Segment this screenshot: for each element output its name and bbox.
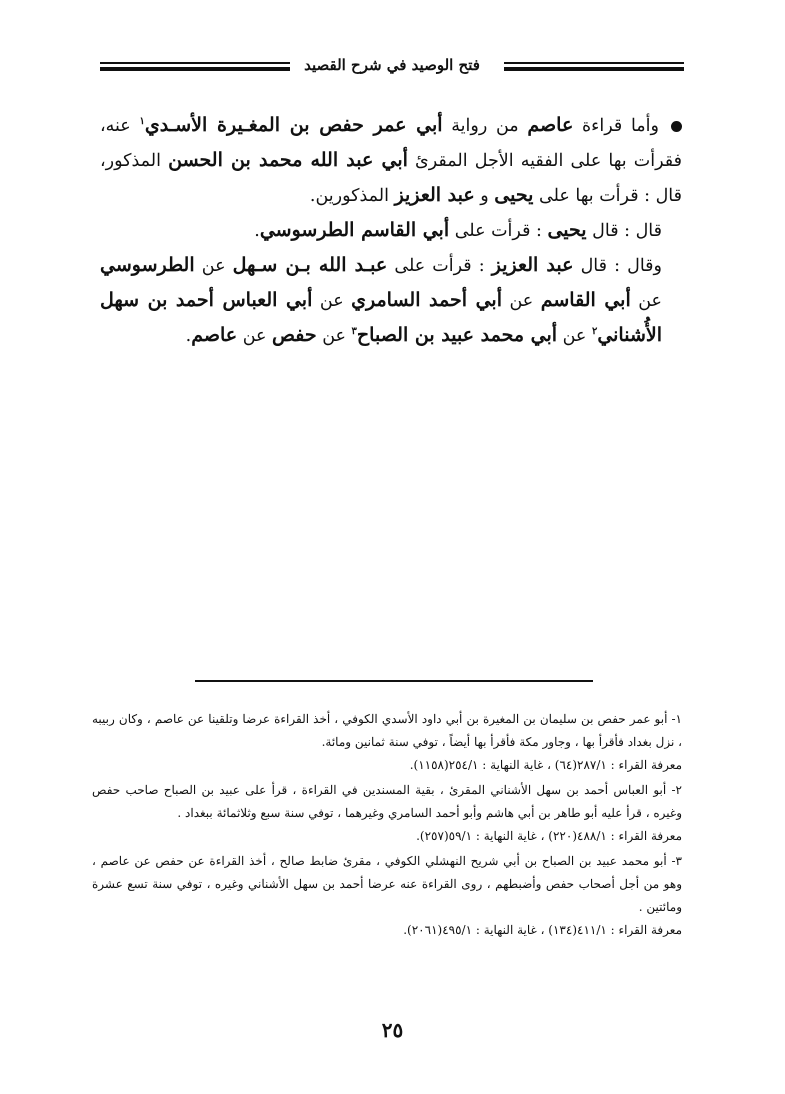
text-fragment: عن <box>630 291 662 311</box>
footnote-text: ٢- أبو العباس أحمد بن سهل الأشناني المقرئ ، بقية المسندين في القراءة ، قرأ على عبيد بن الصباح صاحب حفص وغيره ، قرأ عليه أبو طاهر بن أبي هاشم وأبو أحمد السامري وغيرهما ، توفي سنة سبع وثلاثمائة ببغداد . <box>92 783 682 820</box>
running-header <box>100 52 684 82</box>
text-fragment: عنه، فقرأت بها على الفقيه الأجل المقرئ <box>100 116 683 171</box>
header-rule-left <box>100 62 290 71</box>
name-ubaidullah: عبـد الله بـن سـهل <box>232 254 388 276</box>
text-fragment: . <box>185 326 192 346</box>
header-rule-right <box>504 62 684 71</box>
footnote-reference: معرفة القراء : ٤١١/١(١٣٤) ، غاية النهاية : ٤٩٥/١(٢٠٦١). <box>403 923 682 937</box>
name-abdulaziz: عبد العزيز <box>491 254 574 276</box>
running-title: فتح الوصيد في شرح القصيد <box>294 56 490 74</box>
text-fragment: و <box>474 186 495 206</box>
footnote-reference: معرفة القراء : ٤٨٨/١(٢٢٠) ، غاية النهاية : ٥٩/١(٢٥٧). <box>416 829 682 843</box>
name-hafs: أبي عمر حفص بن المغـيرة الأسـدي <box>144 114 443 136</box>
text-fragment: عن <box>194 256 233 276</box>
name-asim: عاصم <box>191 324 238 346</box>
footnotes <box>92 708 682 944</box>
text-fragment: قال : قال <box>586 221 662 241</box>
footnote-2 <box>92 779 682 848</box>
name-hafs: حفص <box>272 324 317 346</box>
name-abulqasim: أبي القاسم <box>540 289 631 311</box>
footnote-ref-1: ١ <box>139 116 145 128</box>
text-fragment: عن <box>501 291 541 311</box>
text-fragment: وأما قراءة <box>573 116 659 136</box>
text-fragment: . <box>254 221 260 241</box>
footnote-ref-3: ٣ <box>351 326 357 338</box>
paragraph-abdulaziz <box>100 248 682 353</box>
bullet-icon <box>671 121 682 132</box>
text-fragment: : قرأت على <box>387 256 492 276</box>
name-asim: عاصم <box>527 114 574 136</box>
text-fragment: من رواية <box>442 116 528 136</box>
footnote-reference: معرفة القراء : ٢٨٧/١(٦٤) ، غاية النهاية : ٢٥٤/١(١١٥٨). <box>409 758 682 772</box>
name-yahya: يحيى <box>494 184 534 206</box>
name-ushnani: أبي العباس أحمد بن سهل الأُشناني <box>100 289 662 346</box>
text-fragment: المذكور، قال : قرأت بها على <box>100 151 682 206</box>
page-number: ٢٥ <box>381 1018 404 1042</box>
footnote-text: ٣- أبو محمد عبيد بن الصباح بن أبي شريح النهشلي الكوفي ، مقرئ ضابط صالح ، أخذ القراءة عن حفص عن عاصم ، وهو من أجل أصحاب حفص وأضبطهم ، روى القراءة عنه عرضا أحمد بن سهل الأشناني وغيره ، توفي سنة تسع عشرة ومائتين . <box>92 854 682 914</box>
paragraph-hafs-riwaya <box>100 108 682 213</box>
footnote-ref-2: ٢ <box>591 326 598 338</box>
text-fragment: : قرأت على <box>449 221 548 241</box>
name-samiri: أبي أحمد السامري <box>351 289 502 311</box>
footnote-text: ١- أبو عمر حفص بن سليمان بن المغيرة بن أبي داود الأسدي الكوفي ، أخذ القراءة عرضا وتلقينا عن عاصم ، وكان ربيبه ، نزل بغداد فأقرأ بها ، وجاور مكة فأقرأ بها أيضاً ، توفي سنة ثمانين ومائة. <box>92 712 682 749</box>
footnote-1 <box>92 708 682 777</box>
text-fragment: عن <box>316 326 352 346</box>
name-abdulaziz: عبد العزيز <box>394 184 475 206</box>
main-text <box>100 108 682 353</box>
text-fragment: عن <box>237 326 273 346</box>
footnote-separator <box>195 680 593 682</box>
name-teacher: أبي عبد الله محمد بن الحسن <box>168 149 408 171</box>
text-fragment: وقال : قال <box>573 256 662 276</box>
text-fragment: عن <box>557 326 592 346</box>
name-ubaid-sabbah: أبي محمد عبيد بن الصباح <box>356 324 558 346</box>
name-yahya: يحيى <box>547 219 587 241</box>
text-fragment: المذكورين. <box>309 186 395 206</box>
name-tarsusi: الطرسوسي <box>100 254 195 276</box>
name-tarsusi: أبي القاسم الطرسوسي <box>259 219 450 241</box>
footnote-3 <box>92 850 682 942</box>
text-fragment: عن <box>312 291 352 311</box>
paragraph-yahya <box>100 213 682 248</box>
